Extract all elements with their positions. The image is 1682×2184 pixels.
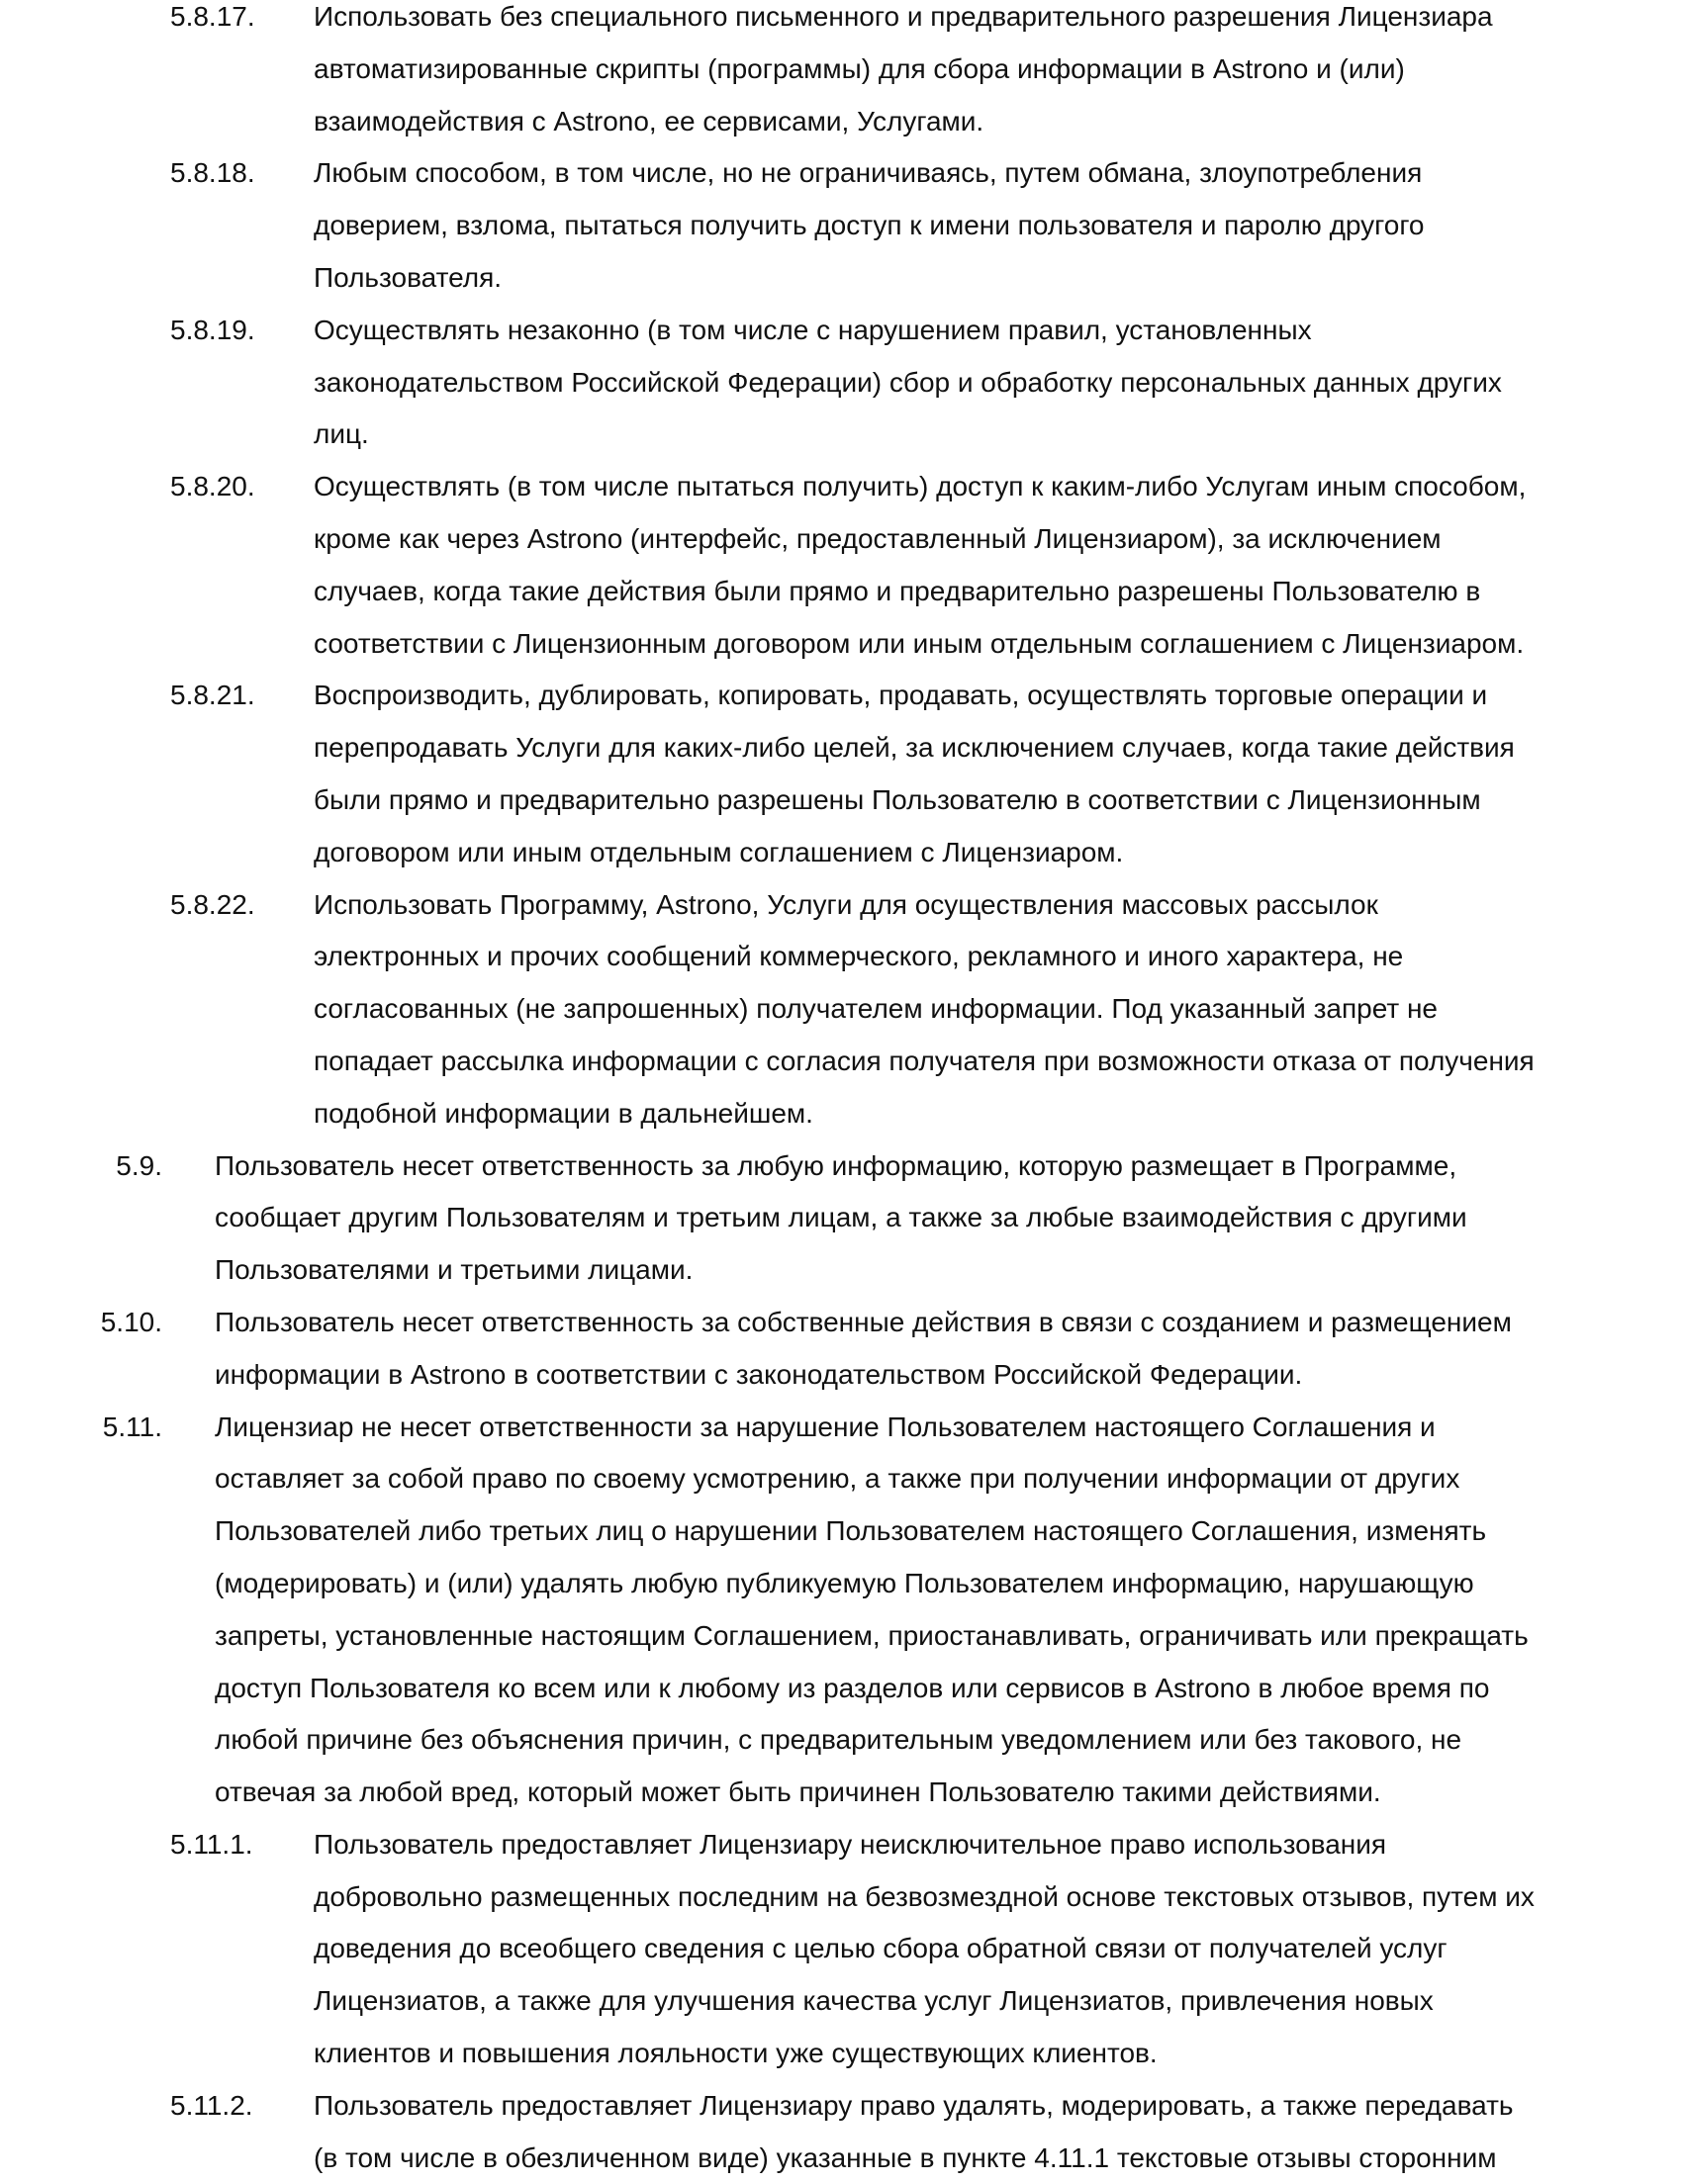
text-line: лиц. <box>314 418 369 450</box>
text-line: (модерировать) и (или) удалять любую публикуемую Пользователем информацию, нарушающую <box>215 1567 1474 1598</box>
text-line: Любым способом, в том числе, но не ограничиваясь, путем обмана, злоупотребления <box>314 157 1423 189</box>
clause-number: 5.11. <box>102 1410 162 1442</box>
text-line: Лицензиатов, а также для улучшения качества услуг Лицензиатов, привлечения новых <box>314 1985 1434 2017</box>
clause-5-11-2 <box>0 2080 1682 2184</box>
clause-5-8-17 <box>0 0 1682 147</box>
clause-number: 5.11.2. <box>170 2089 253 2121</box>
clause-text <box>314 879 1682 1140</box>
clause-number: 5.8.18. <box>170 157 255 189</box>
text-line: были прямо и предварительно разрешены Пользователю в соответствии с Лицензионным <box>314 783 1481 815</box>
clause-5-8-21 <box>0 670 1682 878</box>
text-line: случаев, когда такие действия были прямо и предварительно разрешены Пользователю в <box>314 575 1481 606</box>
text-line: сообщает другим Пользователям и третьим лицам, а также за любые взаимодействия с другими <box>215 1202 1467 1233</box>
text-line: клиентов и повышения лояльности уже существующих клиентов. <box>314 2038 1158 2069</box>
text-line: добровольно размещенных последним на безвозмездной основе текстовых отзывов, путем их <box>314 1880 1535 1912</box>
text-line: кроме как через Astrono (интерфейс, предоставленный Лицензиаром), за исключением <box>314 522 1442 554</box>
text-line: информации в Astrono в соответствии с законодательством Российской Федерации. <box>215 1358 1303 1390</box>
clause-number: 5.8.17. <box>170 1 255 32</box>
text-line: Пользователя. <box>314 261 503 293</box>
clause-5-11-1 <box>0 1819 1682 2080</box>
text-line: Использовать Программу, Astrono, Услуги для осуществления массовых рассылок <box>314 888 1378 920</box>
text-line: договором или иным отдельным соглашением с Лицензиаром. <box>314 836 1124 867</box>
clause-number: 5.8.20. <box>170 471 255 502</box>
clause-5-8-20 <box>0 461 1682 670</box>
text-line: Пользователь предоставляет Лицензиару право удалять, модерировать, а также передавать <box>314 2089 1514 2121</box>
clause-5-8-19 <box>0 305 1682 461</box>
text-line: Осуществлять (в том числе пытаться получить) доступ к каким-либо Услугам иным способом, <box>314 471 1527 502</box>
text-line: оставляет за собой право по своему усмотрению, а также при получении информации от других <box>215 1463 1460 1495</box>
clause-5-11 <box>0 1402 1682 1819</box>
clause-5-10 <box>0 1297 1682 1402</box>
text-line: Пользователь несет ответственность за любую информацию, которую размещает в Программе, <box>215 1149 1457 1181</box>
clause-text <box>314 670 1682 878</box>
text-line: попадает рассылка информации с согласия получателя при возможности отказа от получения <box>314 1045 1535 1076</box>
text-line: Пользователь несет ответственность за собственные действия в связи с созданием и размещением <box>215 1306 1512 1337</box>
clause-number: 5.11.1. <box>170 1828 253 1860</box>
clause-text <box>314 305 1682 461</box>
text-line: Лицензиар не несет ответственности за нарушение Пользователем настоящего Соглашения и <box>215 1410 1436 1442</box>
text-line: соответствии с Лицензионным договором или иным отдельным соглашением с Лицензиаром. <box>314 627 1525 659</box>
text-line: согласованных (не запрошенных) получателем информации. Под указанный запрет не <box>314 993 1438 1025</box>
text-line: доведения до всеобщего сведения с целью сбора обратной связи от получателей услуг <box>314 1933 1448 1964</box>
clause-text <box>314 1819 1682 2080</box>
clause-text <box>215 1402 1682 1819</box>
clause-text <box>314 147 1682 304</box>
text-line: доверием, взлома, пытаться получить доступ к имени пользователя и паролю другого <box>314 210 1425 241</box>
clause-number: 5.8.22. <box>170 888 255 920</box>
text-line: Воспроизводить, дублировать, копировать, продавать, осуществлять торговые операции и <box>314 680 1488 711</box>
clause-text <box>215 1297 1682 1402</box>
text-line: (в том числе в обезличенном виде) указанные в пункте 4.11.1 текстовые отзывы сторонним <box>314 2141 1497 2173</box>
text-line: Осуществлять незаконно (в том числе с нарушением правил, установленных <box>314 314 1312 345</box>
text-line: запреты, установленные настоящим Соглашением, приостанавливать, ограничивать или прекращать <box>215 1619 1529 1651</box>
clause-text <box>314 461 1682 670</box>
clause-text <box>215 1140 1682 1297</box>
text-line: электронных и прочих сообщений коммерческого, рекламного и иного характера, не <box>314 941 1404 972</box>
clause-number: 5.9. <box>116 1149 162 1181</box>
text-line: перепродавать Услуги для каких-либо целей, за исключением случаев, когда такие действия <box>314 732 1515 764</box>
clause-5-8-18 <box>0 147 1682 304</box>
text-line: подобной информации в дальнейшем. <box>314 1097 813 1129</box>
clause-number: 5.8.21. <box>170 680 255 711</box>
clause-5-8-22 <box>0 879 1682 1140</box>
text-line: отвечая за любой вред, который может быть причинен Пользователю такими действиями. <box>215 1776 1381 1808</box>
text-line: Пользователями и третьими лицами. <box>215 1254 694 1286</box>
text-line: Пользователей либо третьих лиц о нарушении Пользователем настоящего Соглашения, изменять <box>215 1515 1487 1547</box>
text-line: законодательством Российской Федерации) сбор и обработку персональных данных других <box>314 366 1502 398</box>
text-line: Пользователь предоставляет Лицензиару неисключительное право использования <box>314 1828 1387 1860</box>
clause-5-9 <box>0 1140 1682 1297</box>
text-line: любой причине без объяснения причин, с предварительным уведомлением или без такового, не <box>215 1724 1462 1756</box>
clause-number: 5.8.19. <box>170 314 255 345</box>
text-line: доступ Пользователя ко всем или к любому из разделов или сервисов в Astrono в любое время по <box>215 1672 1490 1703</box>
clause-text <box>314 0 1682 147</box>
text-line: автоматизированные скрипты (программы) для сбора информации в Astrono и (или) <box>314 52 1405 84</box>
text-line: Использовать без специального письменного и предварительного разрешения Лицензиара <box>314 1 1493 32</box>
clause-number: 5.10. <box>100 1306 162 1337</box>
clause-text <box>314 2080 1682 2184</box>
text-line: взаимодействия с Astrono, ее сервисами, Услугами. <box>314 105 984 136</box>
